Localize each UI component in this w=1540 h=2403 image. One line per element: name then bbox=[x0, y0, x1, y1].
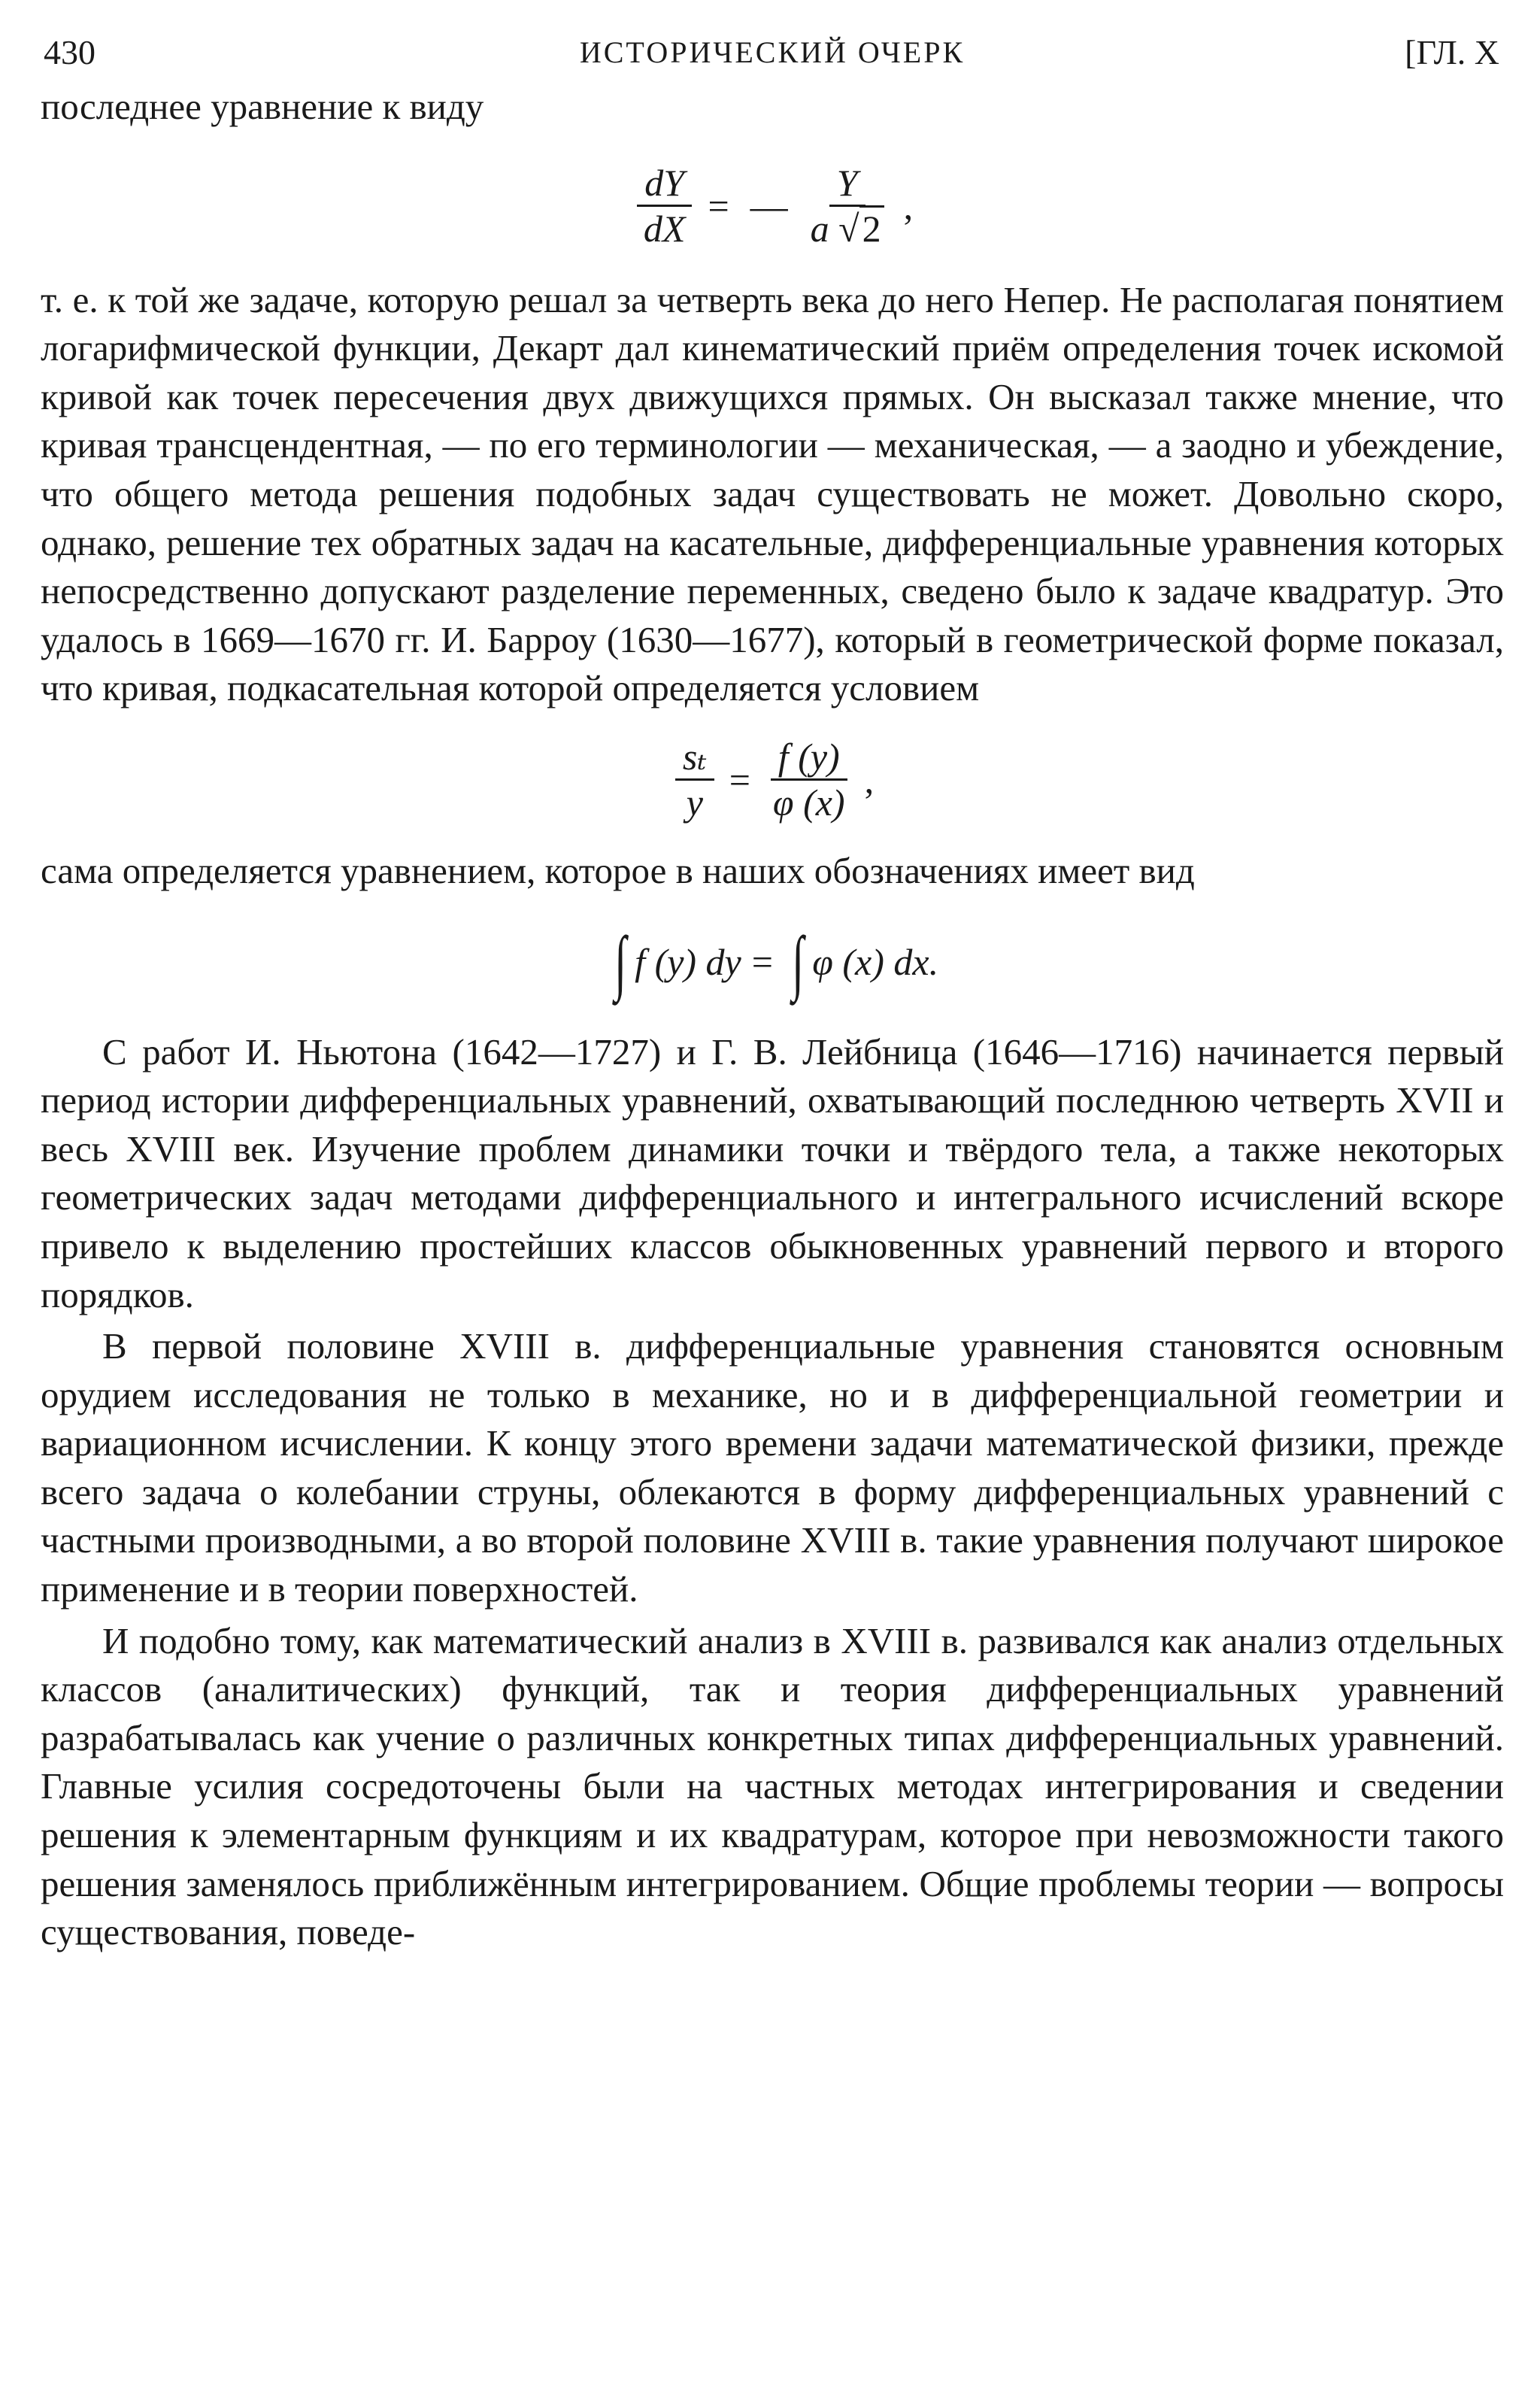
integral-rhs: φ (x) dx. bbox=[812, 940, 939, 983]
equals-sign: = bbox=[729, 758, 750, 801]
paragraph: сама определяется уравнением, которое в наших обозначениях имеет вид bbox=[41, 849, 1195, 891]
fraction-numerator: Y bbox=[829, 161, 865, 207]
formula-punctuation: , bbox=[864, 758, 875, 801]
fraction-numerator: sₜ bbox=[675, 735, 714, 781]
minus-sign: — bbox=[750, 184, 788, 227]
paragraph: С работ И. Ньютона (1642—1727) и Г. В. Лейбница (1646—1716) начинается первый период истории дифференциальных уравнений, охватывающий последнюю четверть XVII и весь XVIII век. Изучение проблем динамики точки и твёрдого тела, а также некоторых геометрических задач методами дифференциального и интегрального исчислений вскоре привело к выделению простейших классов обыкновенных уравнений первого и второго порядков. bbox=[41, 1030, 1504, 1315]
running-title: ИСТОРИЧЕСКИЙ ОЧЕРК bbox=[579, 35, 966, 69]
fraction-denominator: y bbox=[686, 781, 703, 824]
formula-dy-dx bbox=[41, 136, 1504, 276]
paragraph: В первой половине XVIII в. дифференциальные уравнения становятся основным орудием исследования не только в механике, но и в дифференциальной геометрии и вариационном исчислении. К концу этого времени задачи математической физики, прежде всего задача о колебании струны, облекаются в форму дифференциальных уравнений с частными производными, а во второй половине XVIII в. такие уравнения получают широкое применение и в теории поверхностей. bbox=[41, 1325, 1504, 1610]
coefficient: a bbox=[810, 208, 829, 250]
fraction-denominator bbox=[803, 207, 892, 250]
fraction-denominator: φ (x) bbox=[772, 781, 845, 824]
intro-line: последнее уравнение к виду bbox=[41, 86, 484, 127]
fraction-numerator: dY bbox=[637, 161, 692, 207]
page-number: 430 bbox=[44, 33, 95, 71]
radicand: 2 bbox=[859, 205, 884, 250]
formula-integral bbox=[41, 896, 1504, 1028]
equals-sign: = bbox=[751, 940, 773, 983]
fraction-rhs bbox=[765, 735, 853, 824]
integral-sign: ∫ bbox=[614, 921, 626, 1002]
integral-sign: ∫ bbox=[792, 921, 804, 1002]
fraction-numerator: f (y) bbox=[771, 735, 847, 781]
formula-subtangent bbox=[41, 713, 1504, 847]
integral-lhs: f (y) dy bbox=[635, 940, 741, 983]
fraction-lhs bbox=[675, 735, 714, 824]
fraction-rhs bbox=[803, 161, 892, 250]
square-root: √2 bbox=[838, 205, 884, 250]
running-header bbox=[41, 23, 1504, 83]
chapter-marker: [ГЛ. X bbox=[1405, 33, 1499, 71]
formula-punctuation: , bbox=[903, 184, 914, 227]
paragraph: И подобно тому, как математический анализ в XVIII в. развивался как анализ отдельных классов (аналитических) функций, так и теория дифференциальных уравнений разрабатывалась как учение о различных конкретных типах дифференциальных уравнений. Главные усилия сосредоточены были на частных методах интегрирования и сведении решения к элементарным функциям и их квадратурам, которое при невозможности такого решения заменялось приближённым интегрированием. Общие проблемы теории — вопросы существования, поведе- bbox=[41, 1619, 1504, 1953]
paragraph: т. е. к той же задаче, которую решал за четверть века до него Непер. Не располагая понятием логарифмической функции, Декарт дал кинематический приём определения точек искомой кривой как точек пересечения двух движущихся прямых. Он высказал также мнение, что кривая трансцендентная, — по его терминологии — механическая, — а заодно и убеждение, что общего метода решения подобных задач существовать не может. Довольно скоро, однако, решение тех обратных задач на касательные, дифференциальные уравнения которых непосредственно допускают разделение переменных, сведено было к задаче квадратур. Это удалось в 1669—1670 гг. И. Барроу (1630—1677), который в геометрической форме показал, что кривая, подкасательная которой определяется условием bbox=[41, 278, 1504, 709]
fraction-denominator: dX bbox=[643, 208, 686, 250]
equals-sign: = bbox=[708, 184, 729, 227]
fraction-lhs bbox=[636, 161, 693, 250]
